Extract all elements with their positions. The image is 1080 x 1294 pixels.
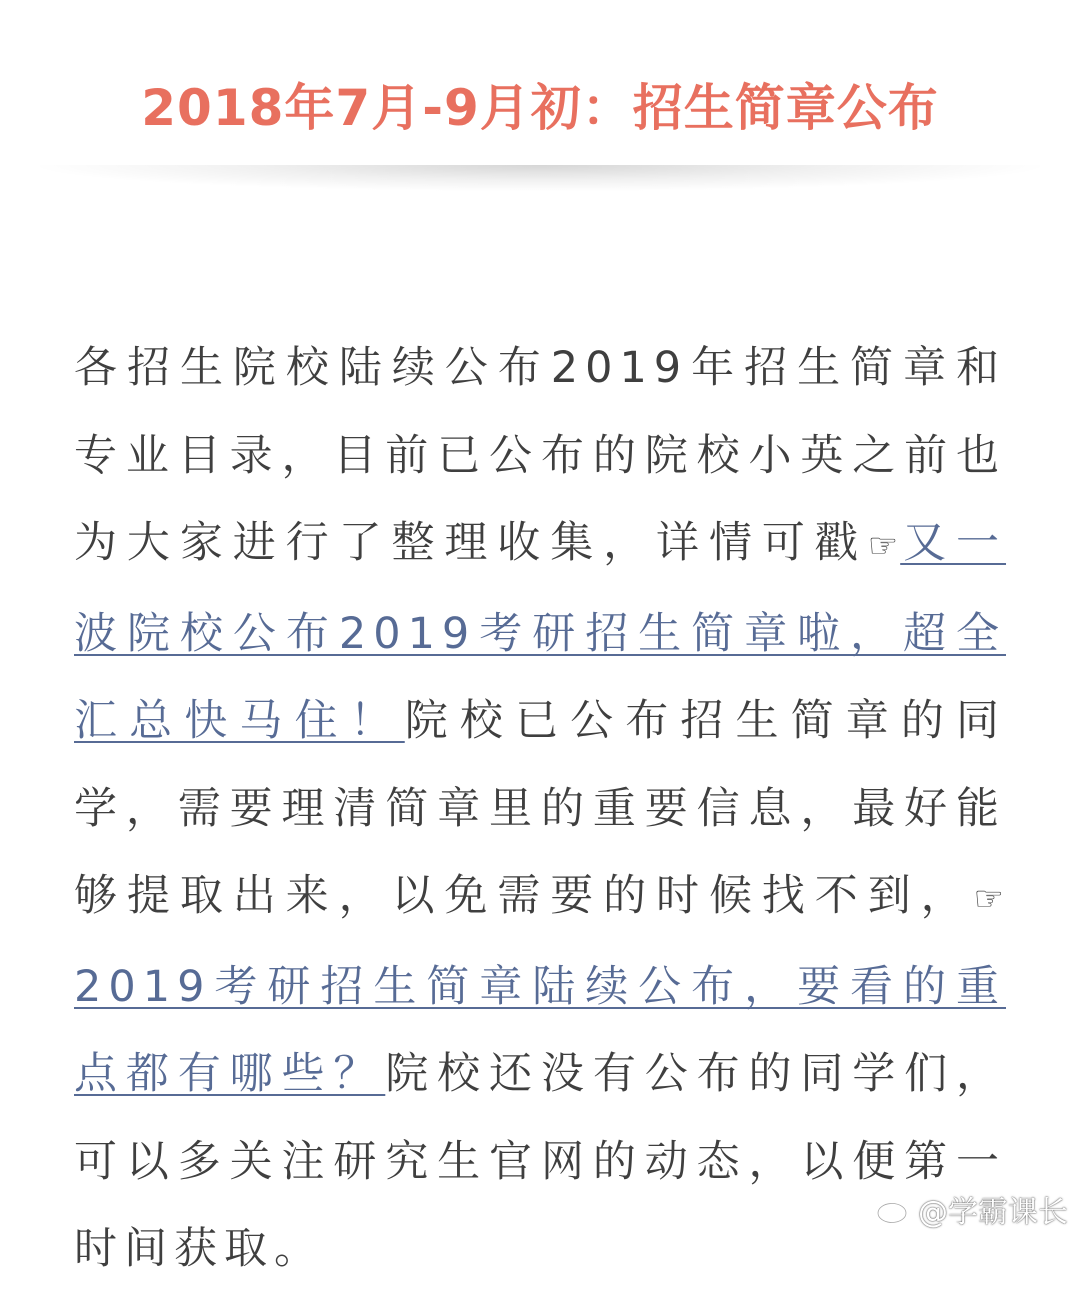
paragraph-intro: 各招生院校陆续公布2019年招生简章和专业目录，目前已公布的院校小英之前也为大家进行了整理收集，详情可戳: [74, 343, 1006, 568]
article-link-school-list[interactable]: 又一波院校公布2019考研招生简章啦，超全汇总快马住！: [74, 518, 1007, 746]
pointing-hand-icon: ☞: [867, 526, 901, 566]
paragraph-unpublished: 院校还没有公布的同学们，可以多关注研究生官网的动态，以便第一时间获取。: [74, 1049, 1007, 1274]
watermark-text: @学霸课长: [918, 1195, 1068, 1230]
article-body: [74, 325, 1006, 1294]
weibo-icon: [876, 1194, 914, 1224]
section-title: 2018年7月-9月初：招生简章公布: [141, 79, 939, 137]
watermark: [876, 1187, 1068, 1231]
header-shadow: [40, 165, 1040, 191]
article-link-key-points[interactable]: 2019考研招生简章陆续公布，要看的重点都有哪些？: [74, 961, 1006, 1099]
pointing-hand-icon: ☞: [973, 879, 1006, 919]
paragraph-published: 院校已公布招生简章的同学，需要理清简章里的重要信息，最好能够提取出来，以免需要的时候找不到，: [74, 696, 1006, 921]
header-banner: [0, 0, 1080, 172]
